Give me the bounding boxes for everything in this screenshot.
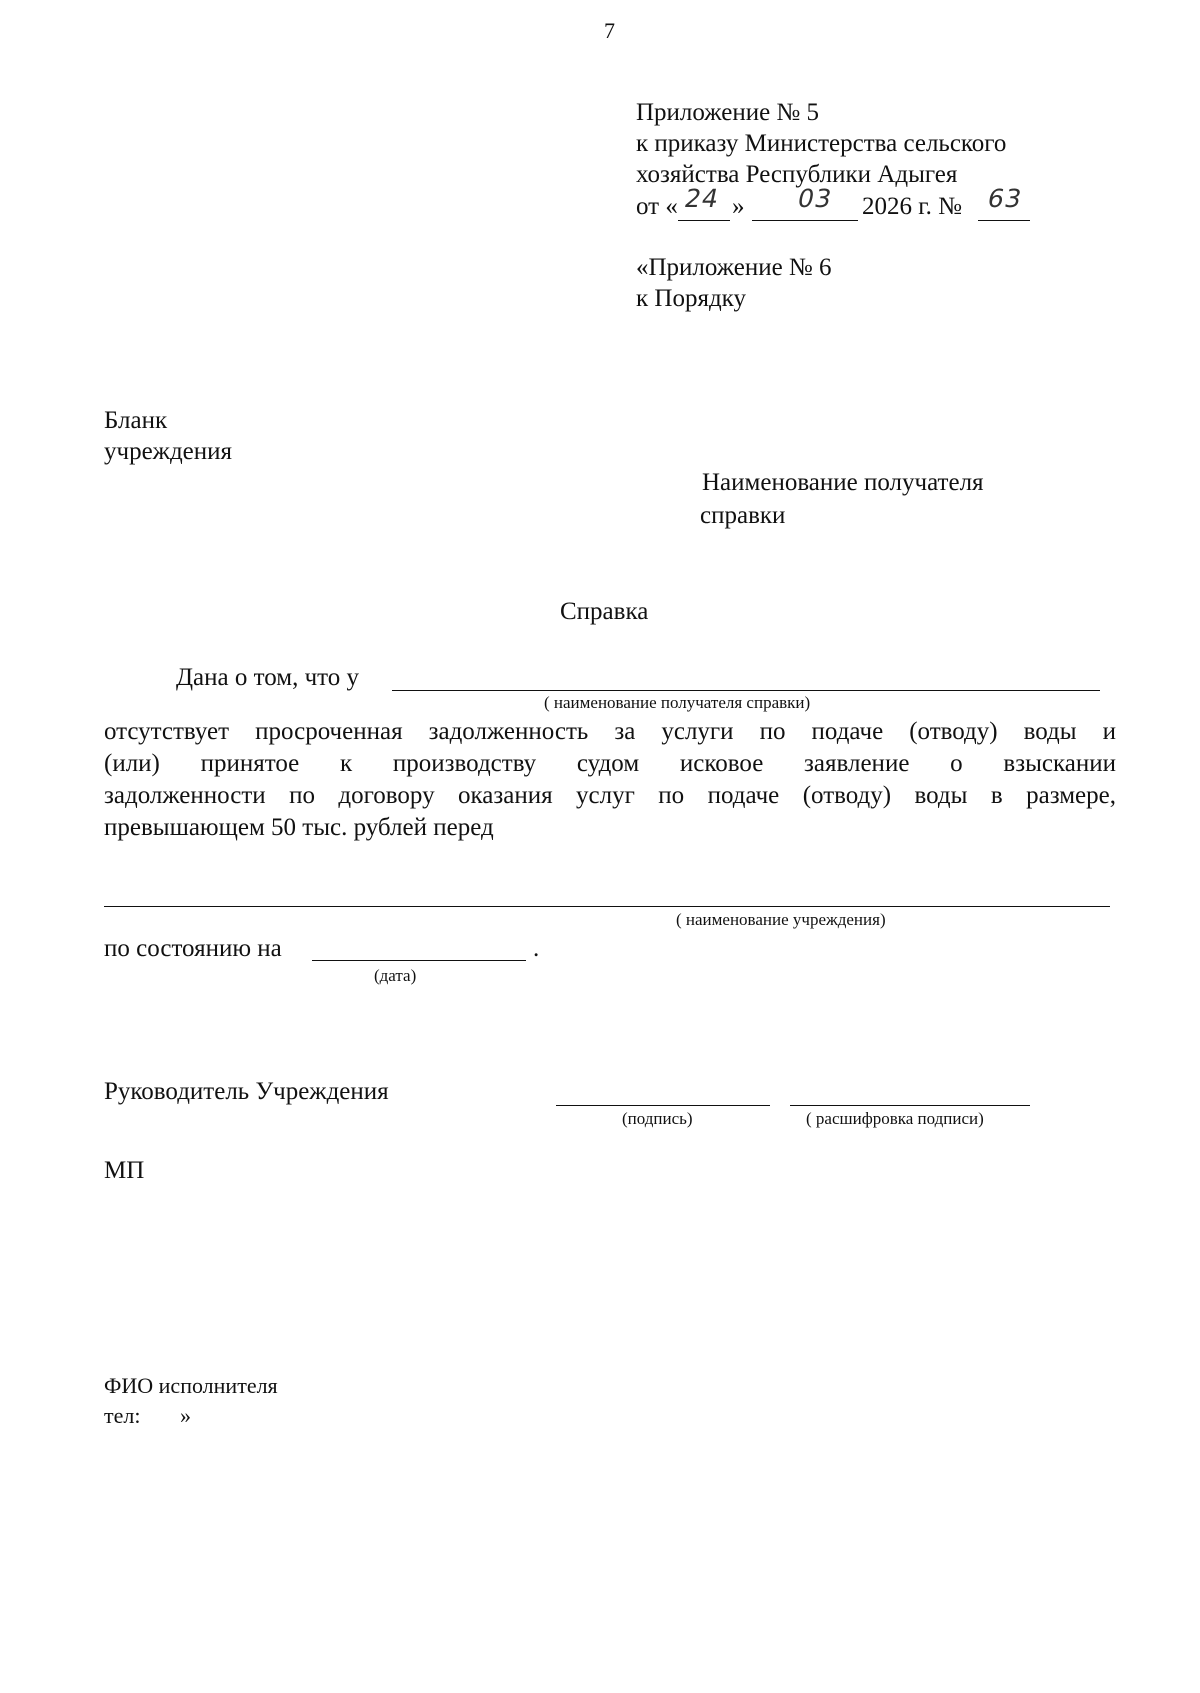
date-month: 03 — [795, 184, 836, 213]
executor-phone-label: тел: — [104, 1403, 141, 1428]
date-month-underline — [752, 220, 858, 221]
date-close-quote: » — [732, 193, 745, 220]
document-title: Справка — [560, 598, 649, 625]
body-line-2: (или) принятое к производству судом исковое заявление о взыскании — [104, 750, 1116, 777]
head-label: Руководитель Учреждения — [104, 1078, 389, 1105]
stamp-label: МП — [104, 1157, 145, 1184]
recipient-label-1: Наименование получателя — [702, 469, 984, 496]
recipient-name-line — [392, 690, 1100, 691]
recipient-label-2: справки — [700, 502, 786, 529]
date-year-suffix: 2026 г. № — [862, 193, 963, 220]
as-of-label: по состоянию на — [104, 935, 282, 962]
recipient-caption: ( наименование получателя справки) — [544, 693, 811, 712]
body-line-4: превышающем 50 тыс. рублей перед — [104, 814, 494, 841]
signature-line — [556, 1105, 770, 1106]
blank-label-2: учреждения — [104, 438, 233, 465]
blank-label-1: Бланк — [104, 407, 168, 434]
order-number-underline — [978, 220, 1030, 221]
date-day: 24 — [682, 184, 723, 213]
as-of-date-line — [312, 960, 526, 961]
executor-name-label: ФИО исполнителя — [104, 1373, 278, 1398]
as-of-period: . — [533, 935, 540, 962]
body-line-3: задолженности по договору оказания услуг по подаче (отводу) воды в размере, — [104, 782, 1116, 809]
institution-caption: ( наименование учреждения) — [676, 910, 886, 929]
intro-text: Дана о том, что у — [176, 664, 359, 691]
page-number: 7 — [604, 18, 615, 43]
signature-caption: (подпись) — [622, 1109, 693, 1128]
appendix-line-2: к приказу Министерства сельского — [636, 130, 1007, 157]
institution-name-line — [104, 906, 1110, 907]
body-line-1: отсутствует просроченная задолженность за услуги по подаче (отводу) воды и — [104, 718, 1116, 745]
appendix-line-1: Приложение № 5 — [636, 99, 820, 126]
date-caption: (дата) — [374, 966, 417, 985]
signature-decoding-line — [790, 1105, 1030, 1106]
order-number: 63 — [985, 184, 1026, 213]
decoding-caption: ( расшифровка подписи) — [806, 1109, 984, 1128]
closing-quote: » — [180, 1403, 191, 1428]
appendix-line-3: хозяйства Республики Адыгея — [636, 161, 958, 188]
sub-appendix-line-1: «Приложение № 6 — [636, 254, 832, 281]
date-prefix: от « — [636, 193, 678, 220]
date-day-underline — [678, 220, 730, 221]
sub-appendix-line-2: к Порядку — [636, 285, 746, 312]
